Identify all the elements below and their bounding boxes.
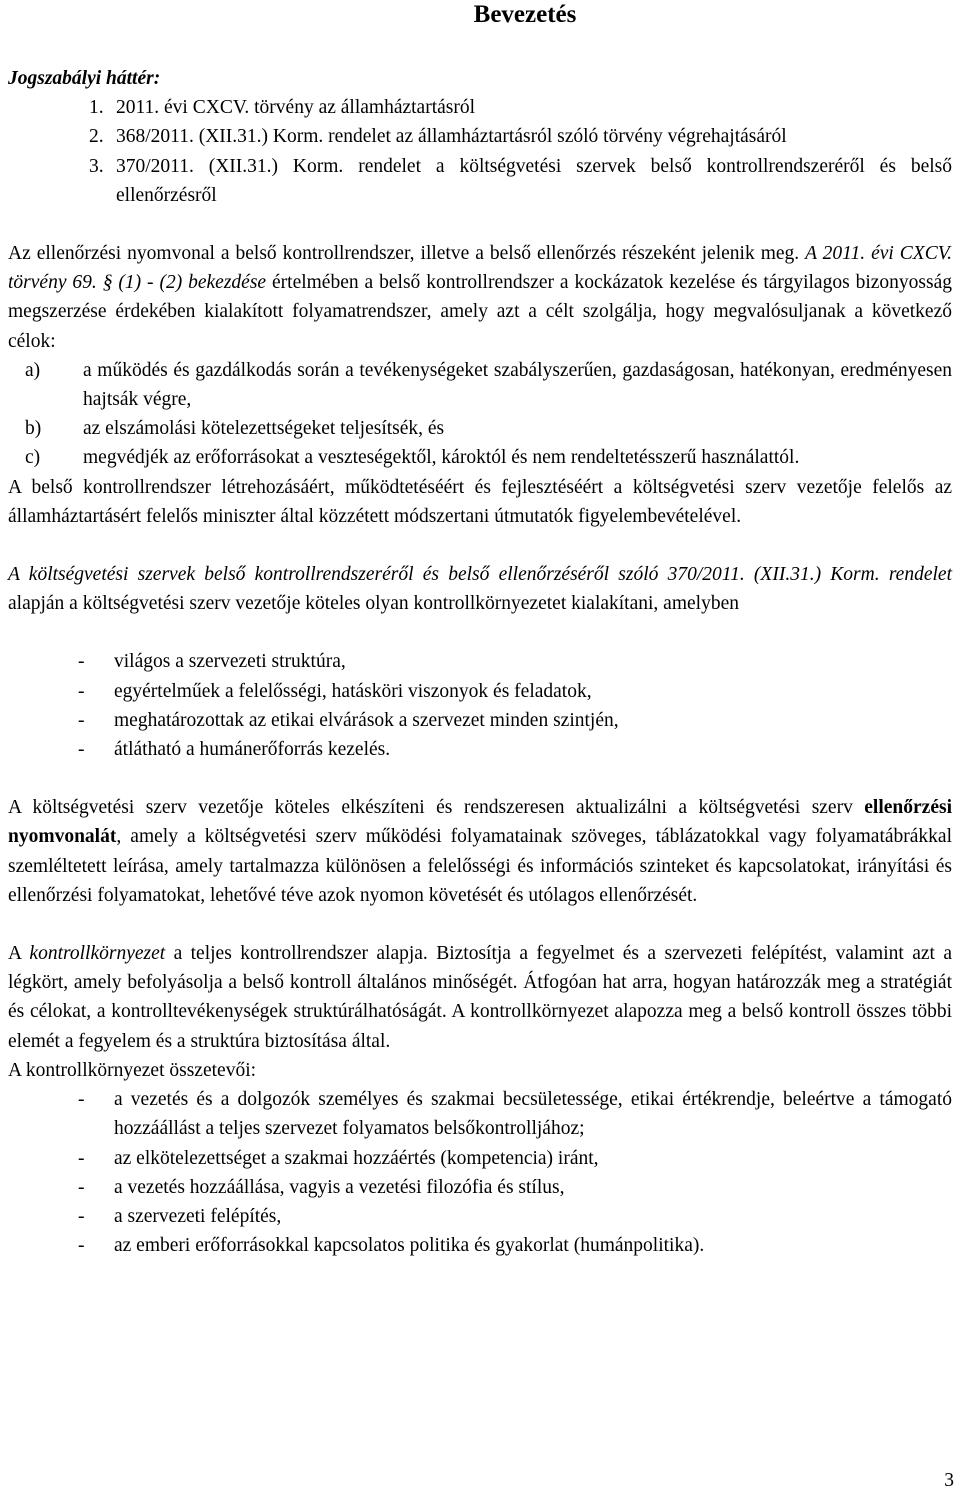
page-number: 3: [944, 1470, 954, 1491]
list-item: c) megvédjék az erőforrásokat a veszteségektől, károktól és nem rendeltetésszerű használattól.: [25, 447, 800, 469]
legal-reference: A 2011. évi CXCV. törvény 69. § (1) - (2) bekezdése: [8, 243, 952, 294]
list-item: - világos a szervezeti struktúra,: [78, 651, 346, 673]
legal-background-list: [8, 93, 952, 210]
paragraph-audit-trail: A költségvetési szerv vezetője köteles elkészíteni és rendszeresen aktualizálni a költségvetési szerv ellenőrzési nyomvonalát, amely a költségvetési szerv működési folyamatainak szöveges, táblázatokkal vagy folyamatábrákkal szemléltetett leírása, amely tartalmazza különösen a felelősségi és információs szinteket és kapcsolatokat, irányítási és ellenőrzési folyamatokat, lehetővé téve azok nyomon követését és utólagos ellenőrzését.: [8, 797, 952, 906]
list-item: - a szervezeti felépítés,: [78, 1205, 282, 1227]
list-item: 2. 368/2011. (XII.31.) Korm. rendelet az államháztartásról szóló törvény végrehajtásáról: [89, 126, 787, 148]
italic-term: kontrollkörnyezet: [29, 943, 166, 965]
document-page: [8, 0, 952, 1260]
list-item: 3. 370/2011. (XII.31.) Korm. rendelet a költségvetési szervek belső kontrollrendszeréről és belső ellenőrzésről: [89, 155, 952, 206]
list-item: - a vezetés és a dolgozók személyes és szakmai becsületessége, etikai értékrendje, beleértve a támogató hozzáállást a teljes szervezet folyamatos belsőkontrolljához;: [78, 1089, 952, 1140]
goals-list: [8, 356, 952, 473]
components-list: [8, 1085, 952, 1260]
paragraph-regulation: A költségvetési szervek belső kontrollrendszeréről és belső ellenőrzéséről szóló 370/2011. (XII.31.) Korm. rendelet alapján a költségvetési szerv vezetője köteles olyan kontrollkörnyezetet kialakítani, amelyben: [8, 564, 952, 615]
list-item: a) a működés és gazdálkodás során a tevékenységeket szabályszerűen, gazdaságosan, hatékonyan, eredményesen hajtsák végre,: [25, 359, 952, 411]
list-item: b) az elszámolási kötelezettségeket teljesítsék, és: [25, 418, 445, 440]
list-item: - az elkötelezettséget a szakmai hozzáértés (kompetencia) iránt,: [78, 1147, 599, 1169]
environment-list: [8, 647, 952, 764]
list-item: - a vezetés hozzáállása, vagyis a vezetési filozófia és stílus,: [78, 1176, 565, 1198]
legal-reference: A költségvetési szervek belső kontrollrendszeréről és belső ellenőrzéséről szóló 370/2011. (XII.31.) Korm. rendelet: [8, 564, 952, 586]
bold-term: ellenőrzési nyomvonalát: [8, 797, 952, 848]
paragraph-responsibility: A belső kontrollrendszer létrehozásáért, működtetéséért és fejlesztéséért a költségvetési szerv vezetője felelős az államháztartásért felelős miniszter által közzétett módszertani útmutatók figyelembevételével.: [8, 476, 952, 527]
list-item: - egyértelműek a felelősségi, hatásköri viszonyok és feladatok,: [78, 680, 592, 702]
list-item: - átlátható a humánerőforrás kezelés.: [78, 739, 391, 761]
legal-background-label: Jogszabályi háttér:: [8, 68, 161, 89]
page-title: Bevezetés: [473, 1, 577, 28]
paragraph-control-environment: A kontrollkörnyezet a teljes kontrollrendszer alapja. Biztosítja a fegyelmet és a szervezeti felépítést, valamint azt a légkört, amely befolyásolja a belső kontroll általános minőségét. Átfogóan hat arra, hogyan határozzák meg a stratégiát és célokat, a kontrolltevékenységek struktúrálhatóságát. A kontrollkörnyezet alapozza meg a belső kontroll összes többi elemét a fegyelem és a struktúra biztosítása által.: [8, 943, 952, 1052]
components-label: A kontrollkörnyezet összetevői:: [8, 1059, 257, 1081]
paragraph-intro: Az ellenőrzési nyomvonal a belső kontrollrendszer, illetve a belső ellenőrzés részeként jelenik meg. A 2011. évi CXCV. törvény 69. § (1) - (2) bekezdése értelmében a belső kontrollrendszer a kockázatok kezelése és tárgyilagos bizonyosság megszerzése érdekében kialakított folyamatrendszer, amely azt a célt szolgálja, hogy megvalósuljanak a következő célok:: [8, 243, 952, 352]
list-item: - az emberi erőforrásokkal kapcsolatos politika és gyakorlat (humánpolitika).: [78, 1235, 705, 1257]
list-item: 1. 2011. évi CXCV. törvény az államháztartásról: [89, 97, 476, 119]
list-item: - meghatározottak az etikai elvárások a szervezet minden szintjén,: [78, 709, 619, 731]
